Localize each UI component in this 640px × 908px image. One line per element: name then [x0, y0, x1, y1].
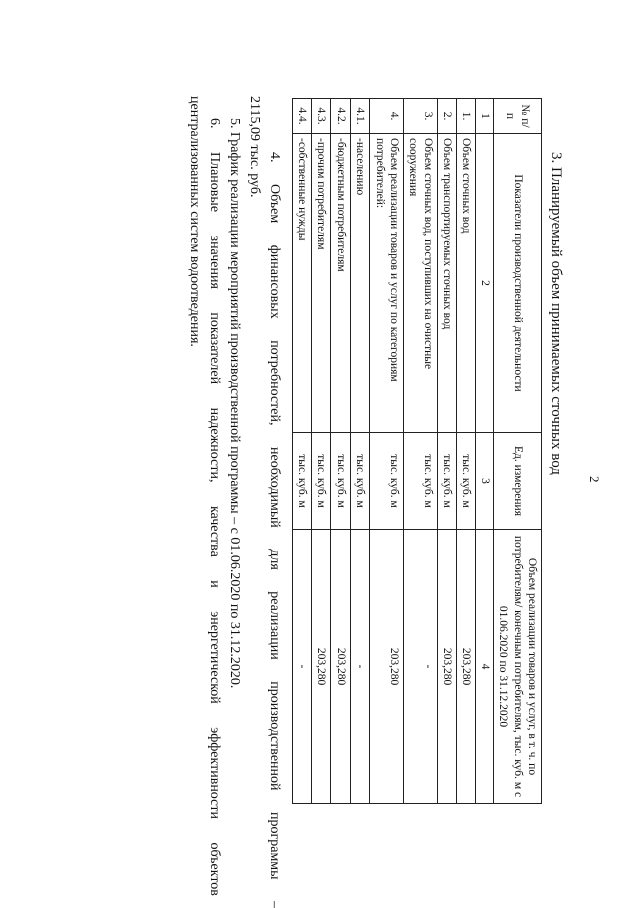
row-unit: тыс. куб. м: [404, 433, 438, 530]
row-no: 4.: [370, 99, 404, 134]
row-indicator: Объем сточных вод, поступивших на очистные сооружения: [404, 134, 438, 433]
row-value: -: [350, 530, 369, 804]
row-no: 1.: [457, 99, 476, 134]
index-cell: 2: [476, 134, 493, 433]
row-indicator: Объем транспортируемых сточных вод: [437, 134, 456, 433]
row-unit: тыс. куб. м: [370, 433, 404, 530]
row-no: 4.1.: [350, 99, 369, 134]
table-index-row: [476, 99, 493, 804]
row-no: 4.2.: [331, 99, 350, 134]
paragraph-6-line-2: централизованных систем водоотведения.: [187, 96, 202, 347]
row-indicator: -бюджетным потребителям: [331, 134, 350, 433]
row-value: 203,280: [331, 530, 350, 804]
row-unit: тыс. куб. м: [437, 433, 456, 530]
table-row: [312, 99, 331, 804]
row-value: 203,280: [437, 530, 456, 804]
paragraph-6-line-1: 6. Плановые значения показателей надежности, качества и энергетической эффективности объектов: [207, 118, 222, 896]
row-value: -: [292, 530, 311, 804]
row-value: 203,280: [457, 530, 476, 804]
row-indicator: -собственные нужды: [292, 134, 311, 433]
row-value: -: [404, 530, 438, 804]
header-volume: Объем реализации товаров и услуг, в т. ч. по потребителям/ конечным потребителям, тыс. куб. м с 01.06.2020 по 31.12.2020: [493, 530, 541, 804]
row-value: 203,280: [312, 530, 331, 804]
paragraph-4-line-2: 2115,09 тыс. руб.: [247, 96, 262, 198]
row-indicator: Объем реализации товаров и услуг по категориям потребителей:: [370, 134, 404, 433]
table-row: [404, 99, 438, 804]
index-cell: 4: [476, 530, 493, 804]
row-unit: тыс. куб. м: [292, 433, 311, 530]
index-cell: 1: [476, 99, 493, 134]
table-header-row: [493, 99, 541, 804]
paragraph-4-line-1: 4. Объем финансовых потребностей, необходимый для реализации производственной программы –: [267, 152, 282, 908]
table-row: [370, 99, 404, 804]
row-no: 4.3.: [312, 99, 331, 134]
row-unit: тыс. куб. м: [350, 433, 369, 530]
row-no: 4.4.: [292, 99, 311, 134]
index-cell: 3: [476, 433, 493, 530]
table-row: [292, 99, 311, 804]
header-unit: Ед. измерения: [493, 433, 541, 530]
row-unit: тыс. куб. м: [312, 433, 331, 530]
header-indicator: Показатели производственной деятельности: [493, 134, 541, 433]
table-row: [457, 99, 476, 804]
table-row: [437, 99, 456, 804]
page-number: 2: [587, 476, 602, 483]
row-indicator: -прочим потребителям: [312, 134, 331, 433]
row-value: 203,280: [370, 530, 404, 804]
row-unit: тыс. куб. м: [457, 433, 476, 530]
section-heading: 3. Планируемый объем принимаемых сточных вод: [548, 152, 564, 475]
row-indicator: Объем сточных вод: [457, 134, 476, 433]
row-no: 3.: [404, 99, 438, 134]
table-row: [331, 99, 350, 804]
row-no: 2.: [437, 99, 456, 134]
row-unit: тыс. куб. м: [331, 433, 350, 530]
paragraph-5: 5. График реализации мероприятий производственной программы – с 01.06.2020 по 31.12.2020.: [227, 118, 242, 689]
header-no: № п/п: [493, 99, 541, 134]
row-indicator: -населению: [350, 134, 369, 433]
wastewater-volume-table: [292, 98, 542, 804]
table-row: [350, 99, 369, 804]
